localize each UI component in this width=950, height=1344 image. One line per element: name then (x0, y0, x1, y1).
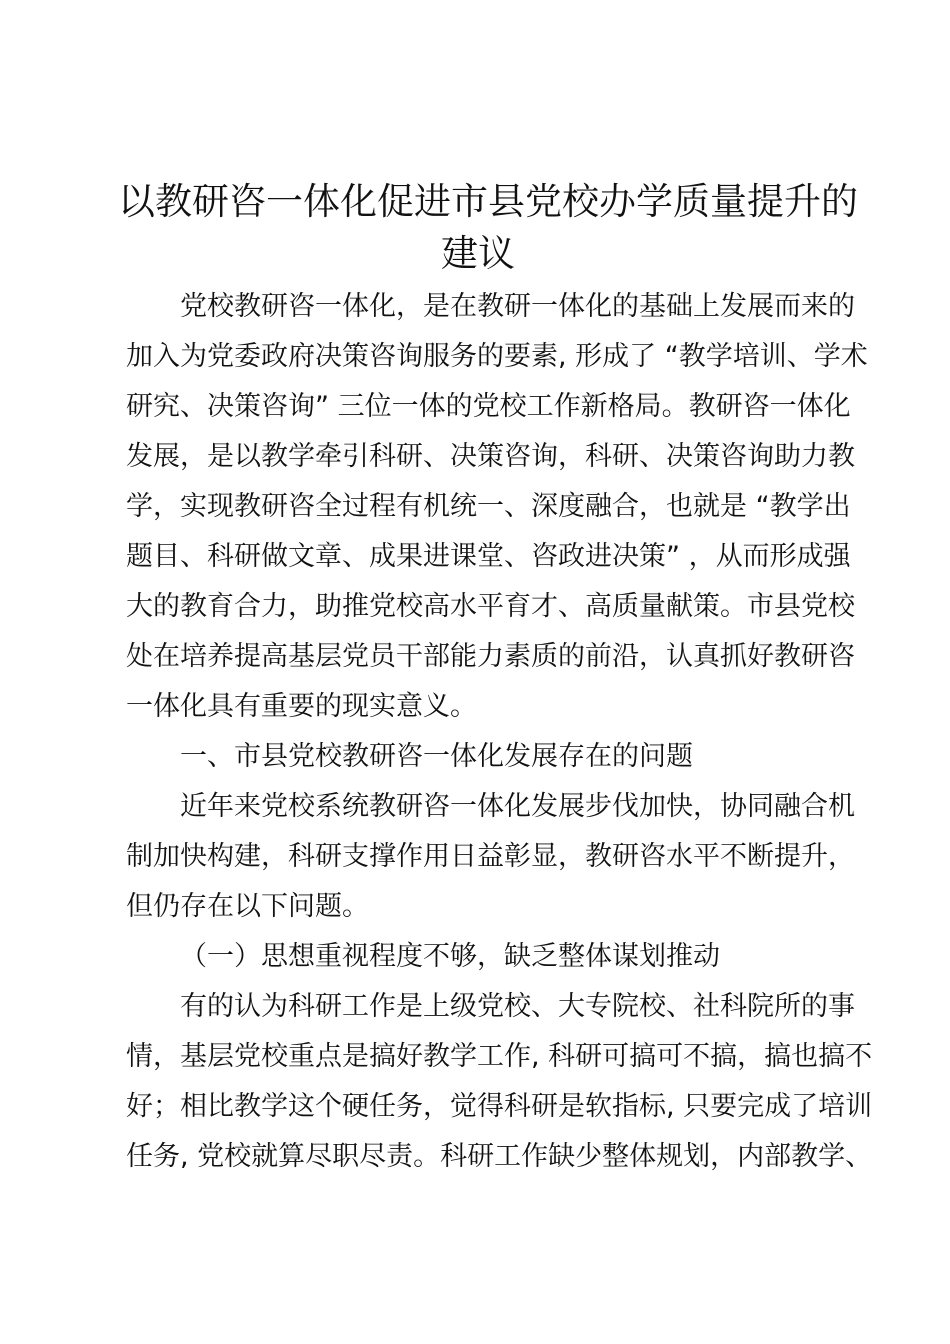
title-line-2: 建议 (441, 232, 515, 275)
paragraph-line: 题目、科研做文章、成果进课堂、咨政进决策” ，从而形成强 (126, 541, 851, 572)
paragraph-line: 处在培养提高基层党员干部能力素质的前沿，认真抓好教研咨 (126, 641, 855, 672)
paragraph-line: 加入为党委政府决策咨询服务的要素, 形成了 “教学培训、学术 (126, 341, 868, 372)
paragraph-line: 发展，是以教学牵引科研、决策咨询，科研、决策咨询助力教 (126, 441, 855, 472)
paragraph-line: 制加快构建，科研支撑作用日益彰显，教研咨水平不断提升， (126, 841, 855, 872)
paragraph-line: 有的认为科研工作是上级党校、大专院校、社科院所的事 (180, 991, 855, 1022)
paragraph-line: 大的教育合力，助推党校高水平育才、高质量献策。市县党校 (126, 591, 855, 622)
paragraph-line: 党校教研咨一体化，是在教研一体化的基础上发展而来的 (180, 291, 855, 322)
paragraph-line: 学，实现教研咨全过程有机统一、深度融合，也就是 “教学出 (126, 491, 851, 522)
paragraph-line: 好；相比教学这个硬任务，觉得科研是软指标, 只要完成了培训 (126, 1091, 873, 1122)
paragraph-line: 近年来党校系统教研咨一体化发展步伐加快，协同融合机 (180, 791, 855, 822)
paragraph-line: 研究、决策咨询” 三位一体的党校工作新格局。教研咨一体化 (126, 391, 851, 422)
intro-paragraph (126, 282, 868, 732)
section-heading: 一、市县党校教研咨一体化发展存在的问题 (180, 741, 693, 772)
document-title (118, 176, 858, 280)
paragraph-line: 一体化具有重要的现实意义。 (126, 691, 477, 722)
section-1 (126, 732, 855, 932)
paragraph-line: 但仍存在以下问题。 (126, 891, 369, 922)
paragraph-line: 情，基层党校重点是搞好教学工作, 科研可搞可不搞，搞也搞不 (126, 1041, 873, 1072)
subsection-1 (126, 932, 873, 1182)
subsection-heading: （一）思想重视程度不够，缺乏整体谋划推动 (180, 941, 720, 972)
title-line-1: 以教研咨一体化促进市县党校办学质量提升的 (118, 180, 858, 223)
paragraph-line: 任务, 党校就算尽职尽责。科研工作缺少整体规划，内部教学、 (126, 1141, 873, 1172)
